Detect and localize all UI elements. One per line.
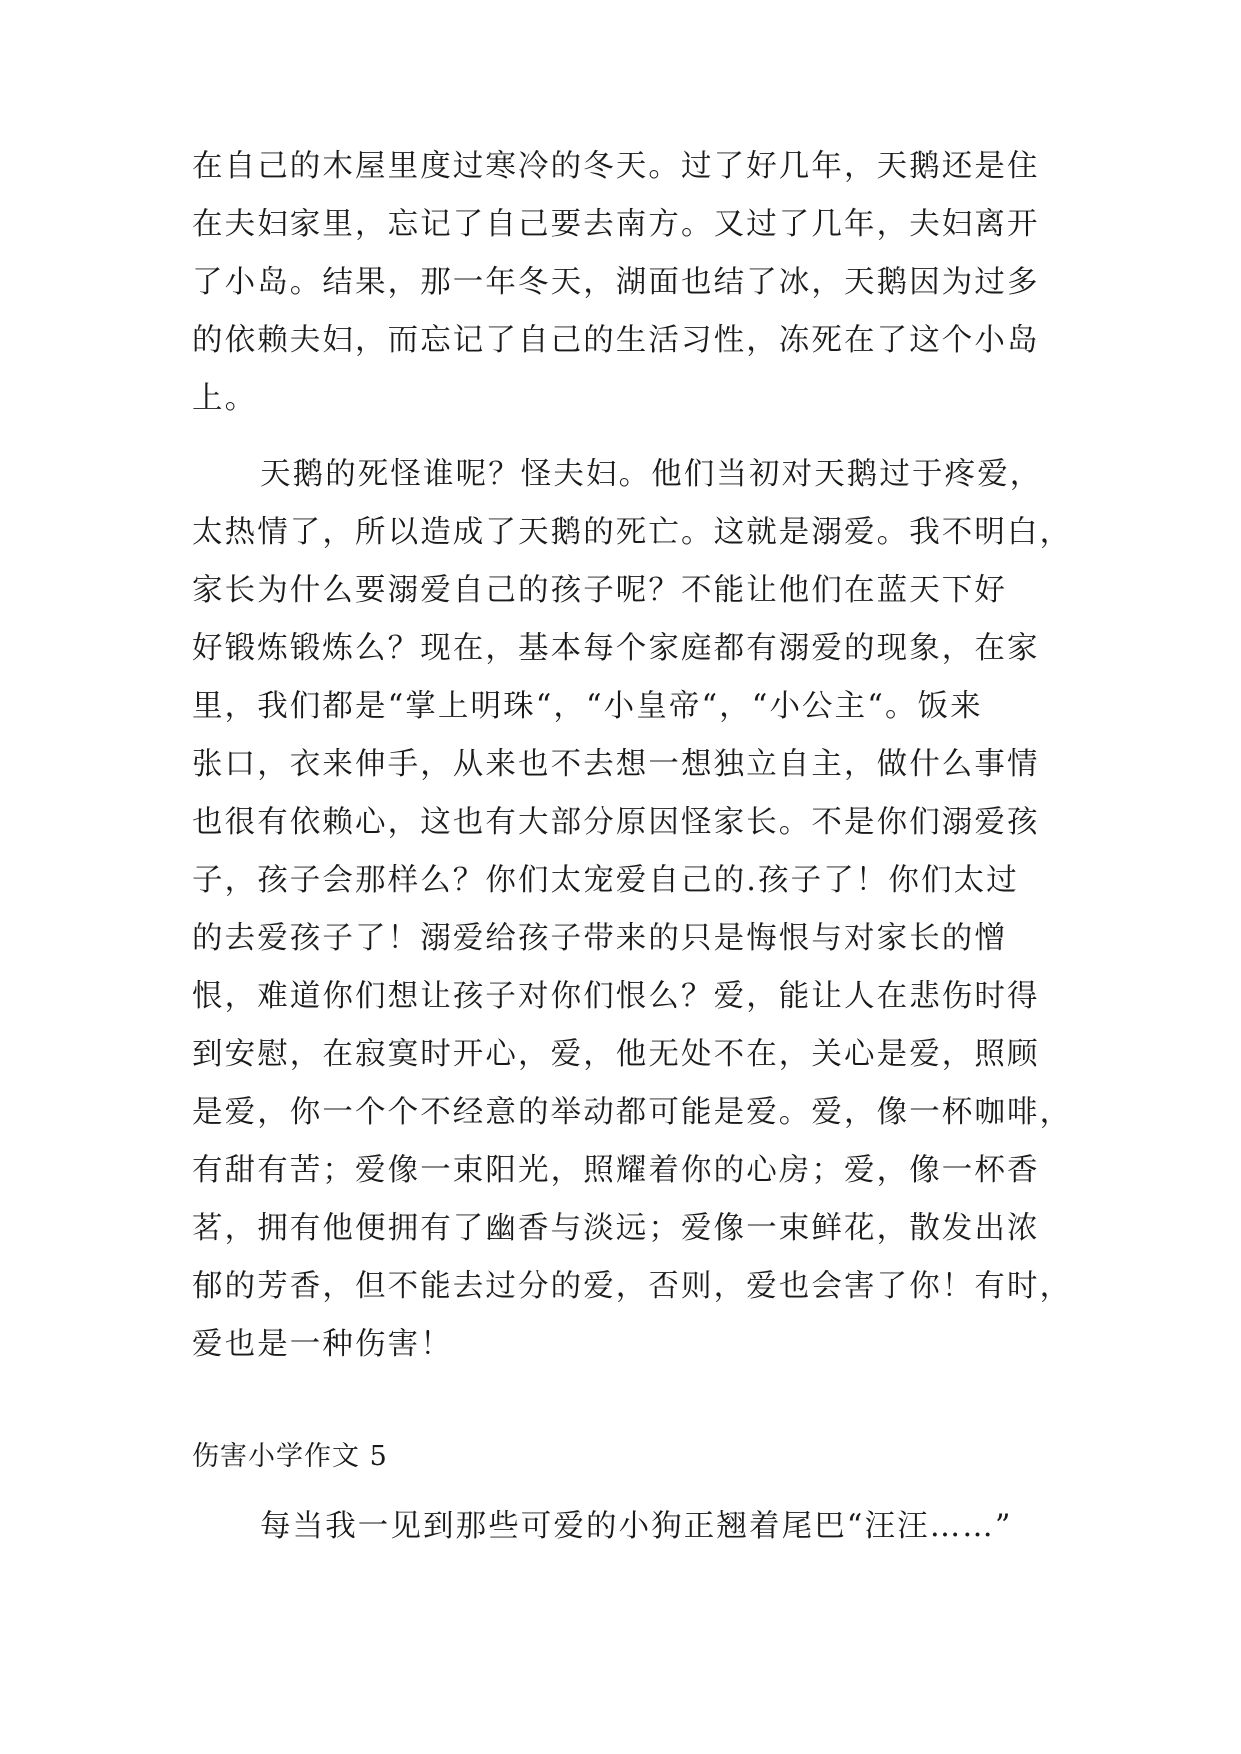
text-line: 在夫妇家里，忘记了自己要去南方。又过了几年，夫妇离开 [192,207,1040,242]
text-line: 张口，衣来伸手，从来也不去想一想独立自主，做什么事情 [192,747,1040,782]
text-line: 郁的芳香，但不能去过分的爱，否则，爱也会害了你！有时， [192,1269,1072,1304]
text-line: 每当我一见到那些可爱的小狗正翘着尾巴“汪汪……” [260,1509,1013,1544]
text-line: 太热情了，所以造成了天鹅的死亡。这就是溺爱。我不明白， [192,515,1072,550]
text-line: 茗，拥有他便拥有了幽香与淡远；爱像一束鲜花，散发出浓 [192,1211,1040,1246]
text-line: 到安慰，在寂寞时开心，爱，他无处不在，关心是爱，照顾 [192,1037,1040,1072]
text-line: 家长为什么要溺爱自己的孩子呢？不能让他们在蓝天下好 [192,573,1007,608]
text-line: 也很有依赖心，这也有大部分原因怪家长。不是你们溺爱孩 [192,805,1040,840]
text-line: 的去爱孩子了！溺爱给孩子带来的只是悔恨与对家长的憎 [192,921,1007,956]
text-line: 的依赖夫妇，而忘记了自己的生活习性，冻死在了这个小岛 [192,323,1040,358]
text-line: 爱也是一种伤害！ [192,1327,453,1362]
text-line: 是爱，你一个个不经意的举动都可能是爱。爱，像一杯咖啡， [192,1095,1072,1130]
text-line: 有甜有苦；爱像一束阳光，照耀着你的心房；爱，像一杯香 [192,1153,1040,1188]
text-line: 了小岛。结果，那一年冬天，湖面也结了冰，天鹅因为过多 [192,265,1040,300]
text-line: 里，我们都是“掌上明珠“，“小皇帝“，“小公主“。饭来 [192,689,983,724]
text-line: 恨，难道你们想让孩子对你们恨么？爱，能让人在悲伤时得 [192,979,1040,1014]
text-line: 天鹅的死怪谁呢？怪夫妇。他们当初对天鹅过于疼爱， [260,457,1043,492]
text-line: 上。 [192,381,258,416]
text-line: 在自己的木屋里度过寒冷的冬天。过了好几年，天鹅还是住 [192,149,1040,184]
text-line: 子，孩子会那样么？你们太宠爱自己的.孩子了！你们太过 [192,863,1019,898]
section-heading: 伤害小学作文 5 [192,1441,388,1472]
text-line: 好锻炼锻炼么？现在，基本每个家庭都有溺爱的现象，在家 [192,631,1040,666]
